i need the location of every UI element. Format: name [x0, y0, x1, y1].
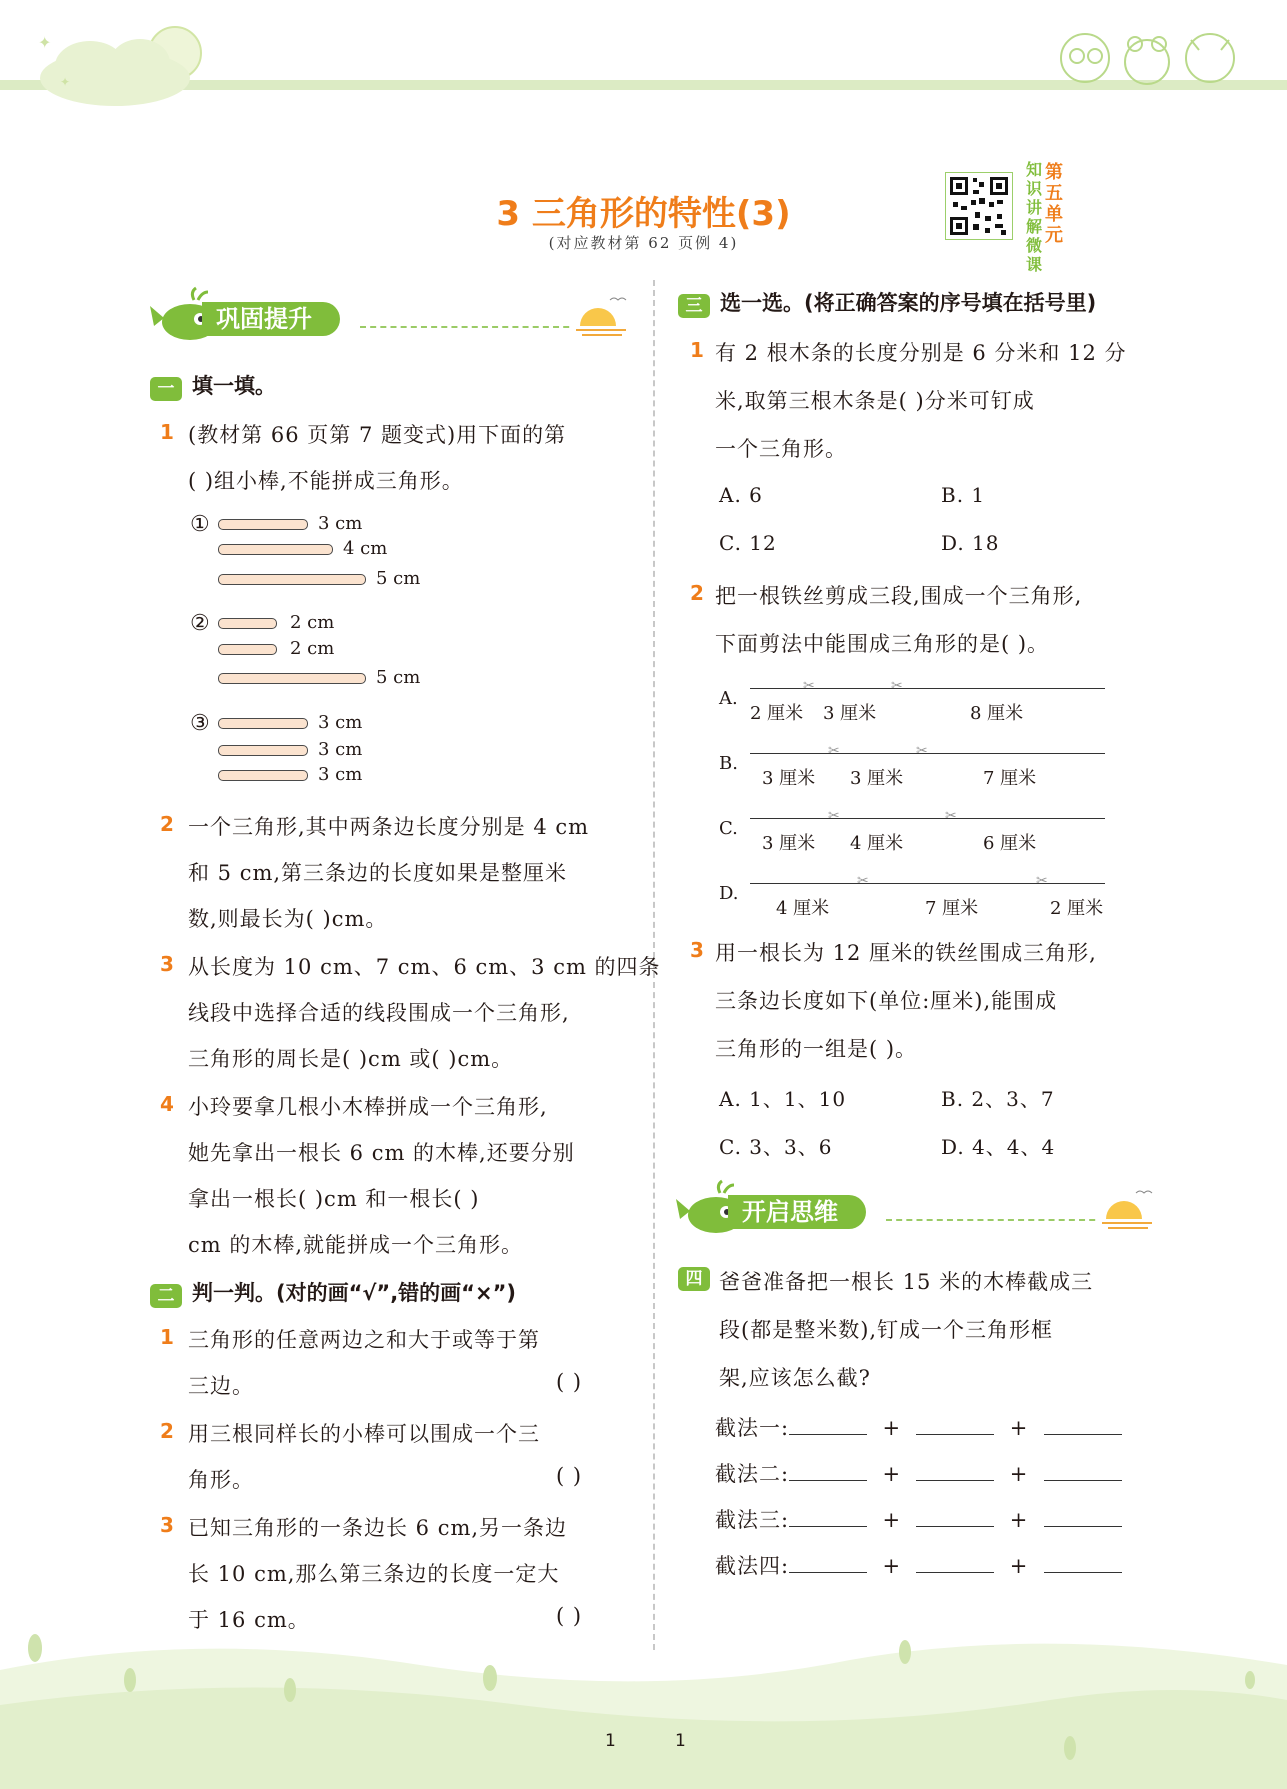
section-badge: 一: [150, 377, 182, 401]
page-title: 3 三角形的特性(3): [496, 194, 791, 234]
stick-label: 4 cm: [343, 538, 388, 559]
segment-label: 3 厘米: [762, 768, 816, 789]
option-d[interactable]: D. 18: [941, 531, 1000, 555]
option-letter: A.: [719, 688, 738, 709]
question-text: 小玲要拿几根小木棒拼成一个三角形,: [188, 1095, 548, 1119]
question-number: 1: [160, 1325, 174, 1349]
option-b[interactable]: B. 2、3、7: [941, 1087, 1055, 1111]
question-text: 三条边长度如下(单位:厘米),能围成: [715, 989, 1058, 1013]
question-text: 三角形的一组是( )。: [715, 1037, 918, 1061]
question-text: 从长度为 10 cm、7 cm、6 cm、3 cm 的四条: [188, 955, 661, 979]
segment-label: 4 厘米: [776, 898, 830, 919]
sun-icon: [1096, 1183, 1158, 1233]
option-a[interactable]: A. 1、1、10: [719, 1087, 847, 1111]
stick: [218, 618, 277, 629]
cut-method-label: 截法一:: [715, 1416, 790, 1440]
question-text: 一个三角形。: [715, 437, 847, 461]
question-text: 把一根铁丝剪成三段,围成一个三角形,: [715, 584, 1083, 608]
group-mark: ③: [190, 711, 210, 736]
scissors-icon: ✂: [857, 873, 869, 889]
option-letter: C.: [719, 818, 738, 839]
answer-blank[interactable]: [789, 1416, 867, 1435]
plus-sign: +: [882, 1508, 902, 1532]
question-text: 三边。: [188, 1374, 254, 1398]
banner-thinking: [676, 1191, 1156, 1233]
section-judge-header: [150, 1277, 516, 1308]
question-text: 数,则最长为( )cm。: [188, 907, 388, 931]
question-text: 用三根同样长的小棒可以围成一个三: [188, 1422, 540, 1446]
answer-blank[interactable]: [1044, 1508, 1122, 1527]
qr-label-microcourse: 知识讲解微课: [1026, 160, 1043, 274]
svg-text:✦: ✦: [60, 75, 71, 89]
answer-blank[interactable]: [789, 1508, 867, 1527]
question-text: 爸爸准备把一根长 15 米的木棒截成三: [719, 1270, 1094, 1294]
question-text: 她先拿出一根长 6 cm 的木棒,还要分别: [188, 1141, 575, 1165]
stick-label: 5 cm: [376, 568, 421, 589]
question-number: 2: [690, 581, 704, 605]
stick-label: 3 cm: [318, 764, 363, 785]
question-number: 3: [160, 1513, 174, 1537]
section-fill-in-header: [150, 370, 276, 401]
question-text: 架,应该怎么截?: [719, 1366, 871, 1390]
answer-blank[interactable]: [789, 1462, 867, 1481]
question-text: 用一根长为 12 厘米的铁丝围成三角形,: [715, 941, 1097, 965]
question-number: 1: [160, 420, 174, 444]
scissors-icon: ✂: [891, 678, 903, 694]
cut-method-label: 截法三:: [715, 1508, 790, 1532]
question-text: 下面剪法中能围成三角形的是( )。: [715, 632, 1050, 656]
banner-consolidate-label: 巩固提升: [202, 302, 340, 336]
question-text: 一个三角形,其中两条边长度分别是 4 cm: [188, 815, 590, 839]
segment-label: 7 厘米: [983, 768, 1037, 789]
question-text: 段(都是整米数),钉成一个三角形框: [719, 1318, 1054, 1342]
plus-sign: +: [1009, 1508, 1029, 1532]
answer-blank[interactable]: [916, 1462, 994, 1481]
scissors-icon: ✂: [916, 743, 928, 759]
question-text: 角形。: [188, 1468, 254, 1492]
stick: [218, 718, 308, 729]
page-number-right: 1: [675, 1731, 686, 1751]
plus-sign: +: [1009, 1462, 1029, 1486]
scissors-icon: ✂: [828, 808, 840, 824]
option-letter: B.: [719, 753, 738, 774]
cut-method-row: [715, 1504, 1122, 1534]
question-text: 三角形的任意两边之和大于或等于第: [188, 1328, 540, 1352]
answer-blank[interactable]: [1044, 1462, 1122, 1481]
group-mark: ①: [190, 512, 210, 537]
qr-code-icon[interactable]: [945, 172, 1013, 240]
plus-sign: +: [882, 1554, 902, 1578]
stick-label: 2 cm: [290, 612, 335, 633]
segment-label: 2 厘米: [750, 703, 804, 724]
question-number: 4: [160, 1092, 174, 1116]
section-badge: 四: [678, 1267, 710, 1291]
plus-sign: +: [882, 1416, 902, 1440]
answer-blank[interactable]: [916, 1554, 994, 1573]
option-c[interactable]: C. 3、3、6: [719, 1135, 833, 1159]
answer-paren[interactable]: ( ): [556, 1604, 583, 1628]
scissors-icon: ✂: [828, 743, 840, 759]
segment-label: 3 厘米: [850, 768, 904, 789]
question-text: cm 的木棒,就能拼成一个三角形。: [188, 1233, 524, 1257]
stick-label: 5 cm: [376, 667, 421, 688]
plus-sign: +: [882, 1462, 902, 1486]
stick: [218, 770, 308, 781]
segment-label: 8 厘米: [970, 703, 1024, 724]
group-mark: ②: [190, 611, 210, 636]
section-title: 判一判。(对的画“√”,错的画“×”): [192, 1281, 516, 1305]
cut-method-row: [715, 1412, 1122, 1442]
question-text: ( )组小棒,不能拼成三角形。: [188, 469, 464, 493]
segment-label: 4 厘米: [850, 833, 904, 854]
wire-line: [750, 883, 1105, 884]
question-text: 长 10 cm,那么第三条边的长度一定大: [188, 1562, 560, 1586]
cut-method-row: [715, 1458, 1122, 1488]
scissors-icon: ✂: [1036, 873, 1048, 889]
scissors-icon: ✂: [945, 808, 957, 824]
stick: [218, 745, 308, 756]
option-d[interactable]: D. 4、4、4: [941, 1135, 1056, 1159]
question-number: 2: [160, 812, 174, 836]
question-text: 和 5 cm,第三条边的长度如果是整厘米: [188, 861, 568, 885]
plus-sign: +: [1009, 1554, 1029, 1578]
svg-text:✦: ✦: [38, 33, 52, 52]
stick-label: 3 cm: [318, 513, 363, 534]
question-number: 2: [160, 1419, 174, 1443]
answer-paren[interactable]: ( ): [556, 1370, 583, 1394]
banner-thinking-label: 开启思维: [728, 1195, 866, 1229]
stick: [218, 574, 366, 585]
scissors-icon: ✂: [803, 678, 815, 694]
stick-label: 3 cm: [318, 712, 363, 733]
segment-label: 7 厘米: [925, 898, 979, 919]
plus-sign: +: [1009, 1416, 1029, 1440]
stick: [218, 519, 308, 530]
cut-method-row: [715, 1550, 1122, 1580]
answer-blank[interactable]: [1044, 1554, 1122, 1573]
question-text: 拿出一根长( )cm 和一根长( ): [188, 1187, 480, 1211]
question-number: 3: [690, 938, 704, 962]
question-text: 已知三角形的一条边长 6 cm,另一条边: [188, 1516, 568, 1540]
question-text: 三角形的周长是( )cm 或( )cm。: [188, 1047, 514, 1071]
banner-consolidate: [150, 298, 630, 340]
answer-blank[interactable]: [789, 1554, 867, 1573]
option-a[interactable]: A. 6: [719, 483, 763, 507]
page-subtitle: (对应教材第 62 页例 4): [548, 234, 739, 252]
answer-blank[interactable]: [916, 1416, 994, 1435]
animal-faces-decoration: [1055, 20, 1255, 90]
segment-label: 6 厘米: [983, 833, 1037, 854]
segment-label: 3 厘米: [762, 833, 816, 854]
stick: [218, 644, 277, 655]
option-b[interactable]: B. 1: [941, 483, 986, 507]
answer-blank[interactable]: [1044, 1416, 1122, 1435]
stick-label: 3 cm: [318, 739, 363, 760]
segment-label: 3 厘米: [823, 703, 877, 724]
section-title: 填一填。: [192, 374, 276, 398]
question-number: 1: [690, 338, 704, 362]
question-text: 米,取第三根木条是( )分米可钉成: [715, 389, 1035, 413]
question-text: 线段中选择合适的线段围成一个三角形,: [188, 1001, 570, 1025]
section-badge: 三: [678, 294, 710, 318]
option-letter: D.: [719, 883, 739, 904]
option-c[interactable]: C. 12: [719, 531, 777, 555]
question-text: 有 2 根木条的长度分别是 6 分米和 12 分: [715, 341, 1127, 365]
segment-label: 2 厘米: [1050, 898, 1104, 919]
question-text: (教材第 66 页第 7 题变式)用下面的第: [188, 423, 567, 447]
stick: [218, 673, 366, 684]
stick-label: 2 cm: [290, 638, 335, 659]
qr-label-unit: 第五单元: [1045, 162, 1063, 246]
question-number: 3: [160, 952, 174, 976]
section-choose-header: [678, 287, 1096, 318]
sun-icon: [570, 290, 632, 340]
answer-blank[interactable]: [916, 1508, 994, 1527]
page-number-left: 1: [605, 1731, 616, 1751]
cloud-sun-decoration: [20, 8, 210, 118]
wire-line: [750, 818, 1105, 819]
question-text: 于 16 cm。: [188, 1608, 310, 1632]
hills-decoration: [0, 1620, 1287, 1789]
cut-method-label: 截法二:: [715, 1462, 790, 1486]
answer-paren[interactable]: ( ): [556, 1464, 583, 1488]
stick: [218, 544, 333, 555]
section-badge: 二: [150, 1284, 182, 1308]
cut-method-label: 截法四:: [715, 1554, 790, 1578]
section-title: 选一选。(将正确答案的序号填在括号里): [720, 291, 1097, 315]
